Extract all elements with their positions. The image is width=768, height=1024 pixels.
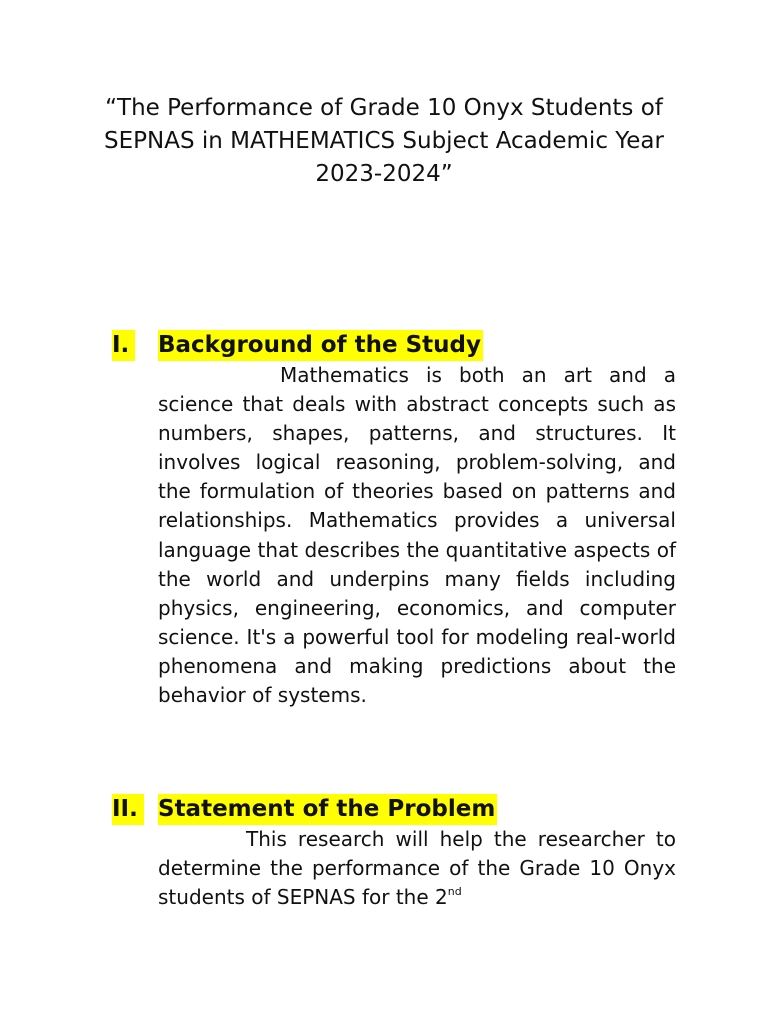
section-number: I. [112, 330, 135, 361]
section-number: II. [112, 794, 144, 825]
section-paragraph-text: This research will help the researcher to determine the performance of the Grade 10 Onyx students of SEPNAS for the 2 [158, 827, 676, 910]
section-heading-text: Background of the Study [158, 330, 483, 361]
ordinal-superscript: nd [447, 885, 462, 899]
section-heading-text: Statement of the Problem [158, 794, 497, 825]
section-paragraph [158, 825, 676, 912]
section-paragraph: Mathematics is both an art and a science that deals with abstract concepts such as numbers, shapes, patterns, and structures. It involves logical reasoning, problem-solving, and the formulation of theories based on patterns and relationships. Mathematics provides a universal language that describes the quantitative aspects of the world and underpins many fields including physics, engineering, economics, and computer science. It's a powerful tool for modeling real-world phenomena and making predictions about the behavior of systems. [158, 363, 676, 708]
document-title: “The Performance of Grade 10 Onyx Students of SEPNAS in MATHEMATICS Subject Academic Year 2023-2024” [104, 95, 664, 187]
